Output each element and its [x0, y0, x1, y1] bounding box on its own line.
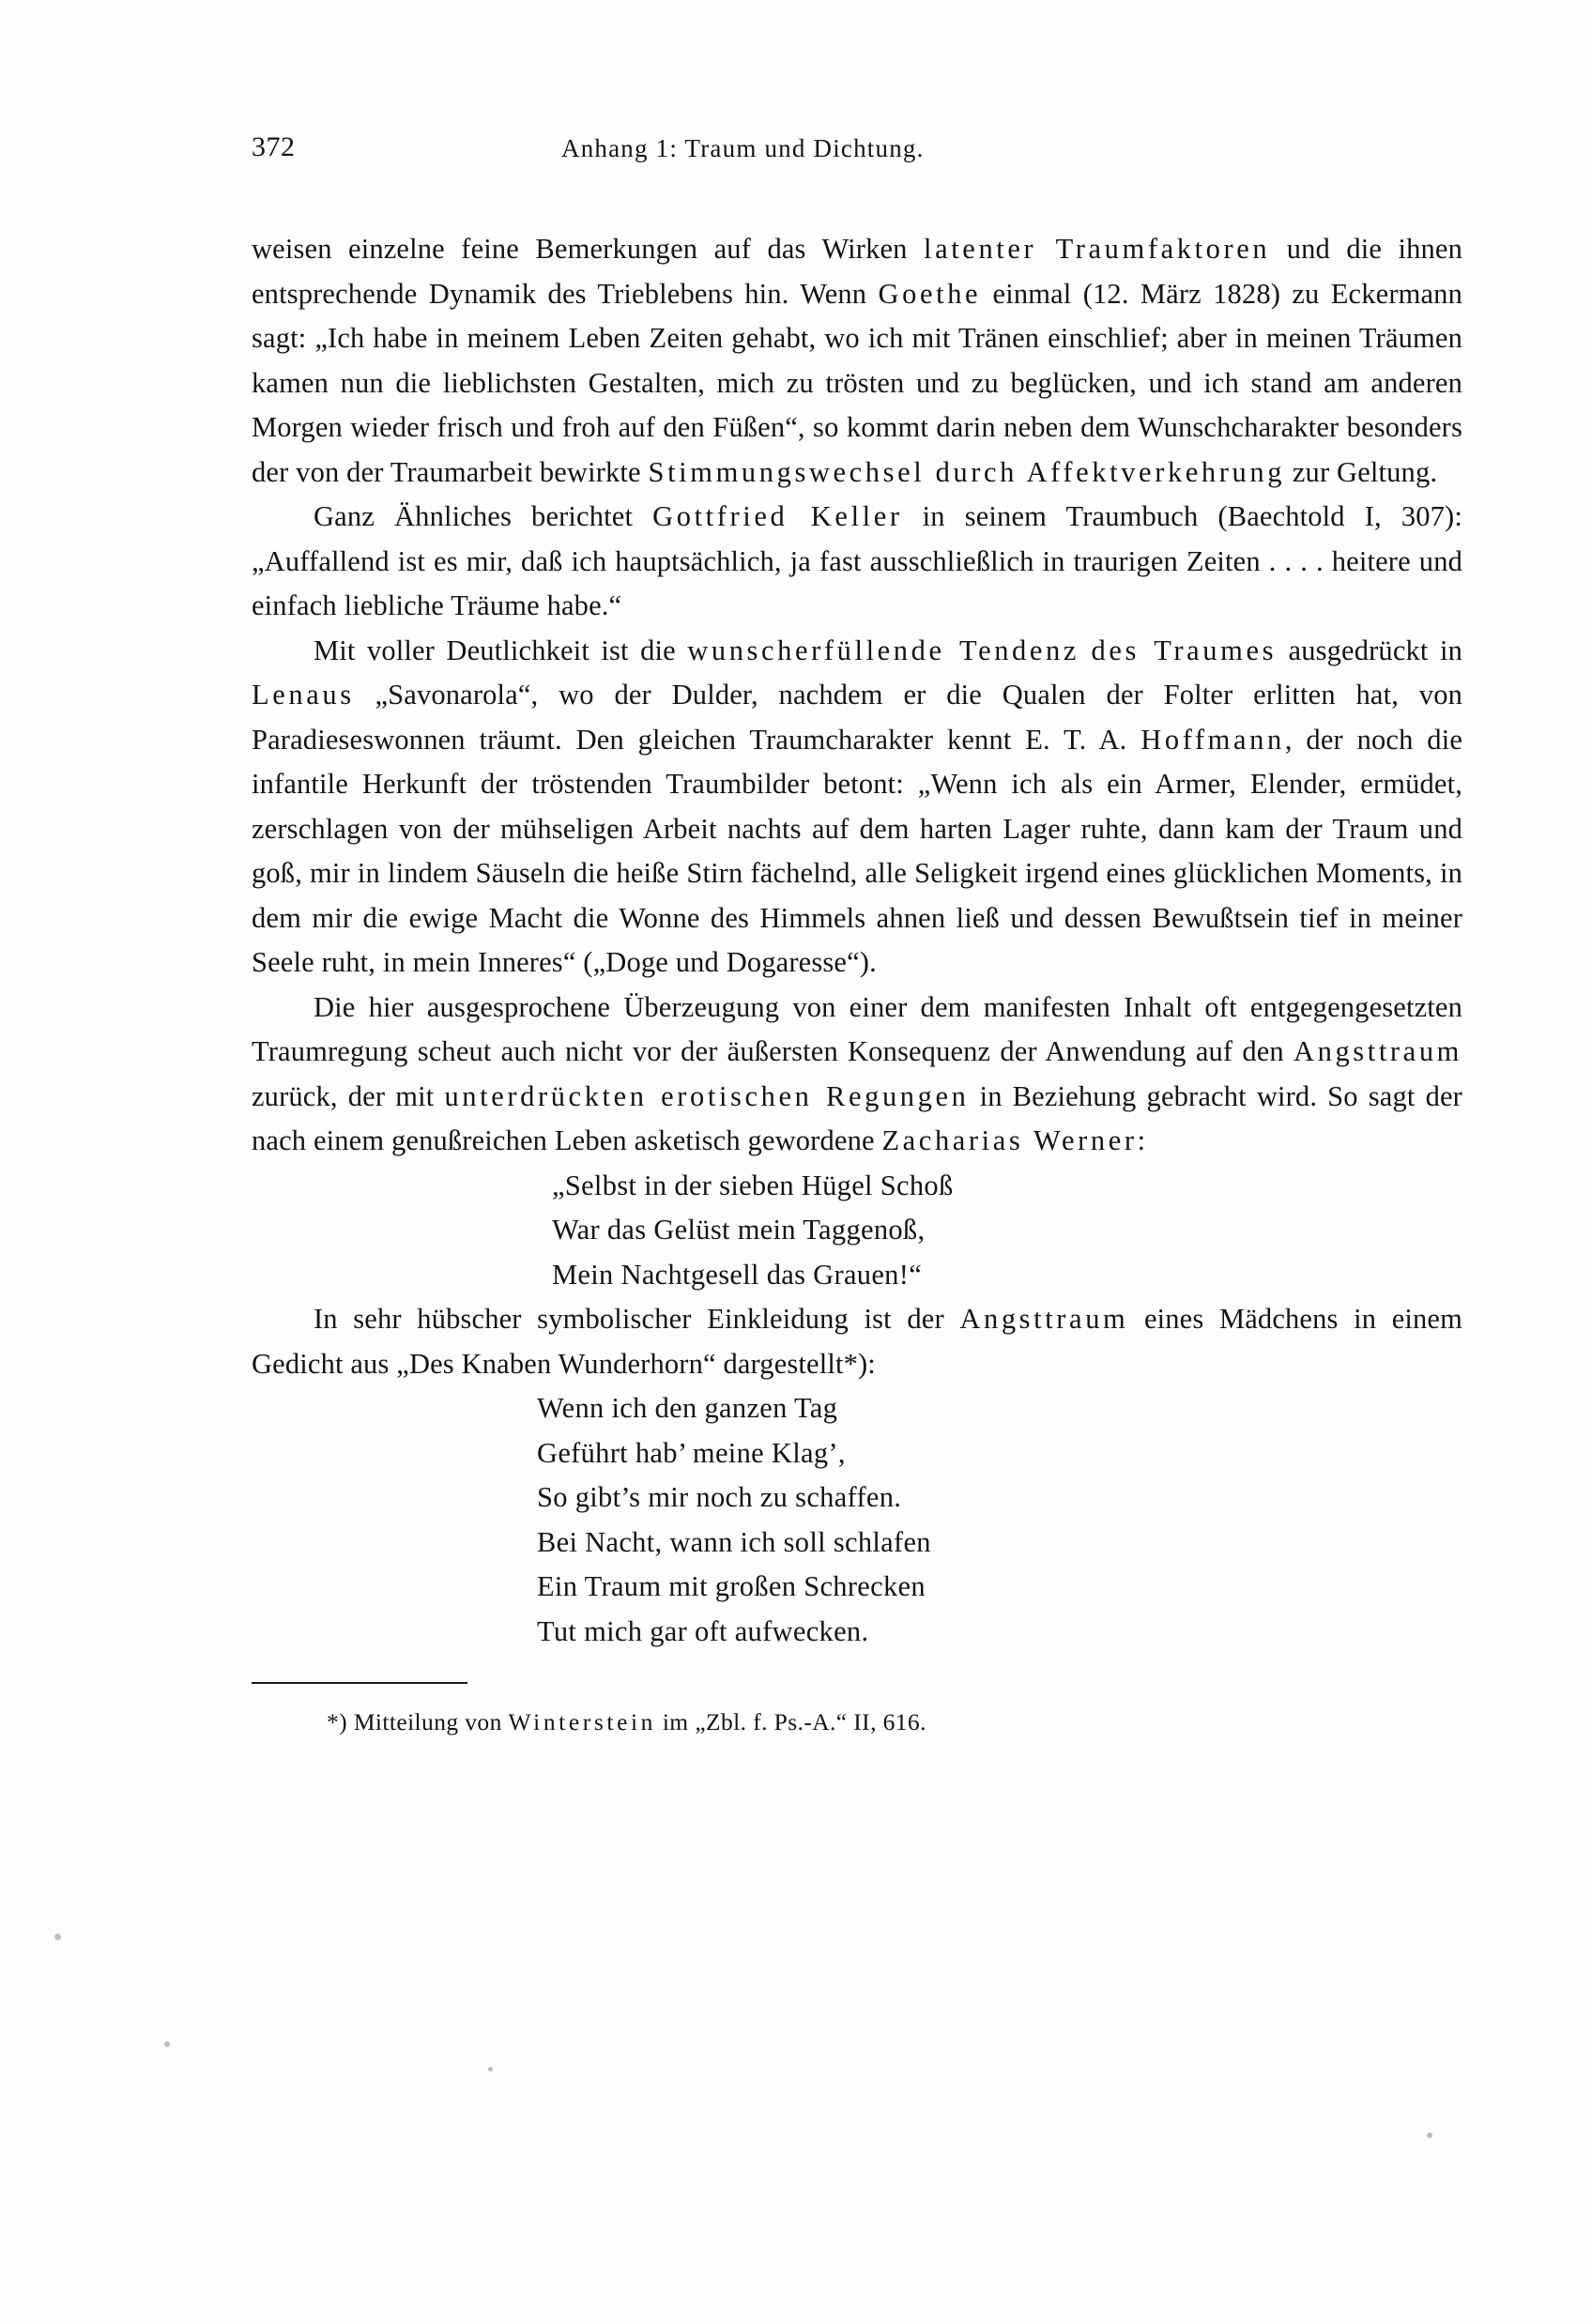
paragraph: Die hier ausgesprochene Überzeugung von einer dem manifesten Inhalt oft entgegengesetzten Traumregung scheut auch nicht vor der äußersten Konsequenz der Anwendung auf den Angsttraum zurück, der mit unterdrückten erotischen Regungen in Beziehung gebracht wird. So sagt der nach einem genußreichen Leben asketisch gewordene Zacharias Werner:: [252, 990, 1462, 1156]
verse-block: [252, 1386, 1462, 1654]
scan-speck: [488, 2067, 493, 2072]
footnote-separator: [252, 1682, 467, 1684]
scan-speck: [164, 2041, 170, 2047]
paragraph: Mit voller Deutlichkeit ist die wunscherfüllende Tendenz des Traumes ausgedrückt in Lenaus „Savonarola“, wo der Dulder, nachdem er die Qualen der Folter erlitten hat, von Paradieseswonnen träumt. Den gleichen Traumcharakter kennt E. T. A. Hoffmann, der noch die infantile Herkunft der tröstenden Traumbilder betont: „Wenn ich als ein Armer, Elender, ermüdet, zerschlagen von der mühseligen Arbeit nachts auf dem harten Lager ruhte, dann kam der Traum und goß, mir in lindem Säuseln die heiße Stirn fächelnd, alle Seligkeit irgend eines glücklichen Moments, in dem mir die ewige Macht die Wonne des Himmels ahnen ließ und dessen Bewußtsein tief in meiner Seele ruht, in mein Inneres“ („Doge und Dogaresse“).: [252, 634, 1463, 978]
scan-speck: [54, 1934, 61, 1940]
page-number: 372: [252, 131, 296, 162]
page-header: [252, 131, 1462, 188]
footnote-text: Mitteilung von Winterstein im „Zbl. f. Ps.-A.“ II, 616.: [353, 1708, 926, 1735]
verse-line: Geführt hab’ meine Klag’,: [537, 1436, 846, 1469]
verse-line: Tut mich gar oft aufwecken.: [537, 1614, 869, 1647]
verse-line: Mein Nachtgesell das Grauen!“: [552, 1258, 923, 1291]
footnote: [252, 1706, 1462, 1738]
running-head-title: Anhang 1: Traum und Dichtung.: [561, 134, 925, 162]
verse-block: [252, 1164, 1462, 1298]
paragraph: Ganz Ähnliches berichtet Gottfried Keller in seinem Traumbuch (Baechtold I, 307): „Auffallend ist es mir, daß ich hauptsächlich, ja fast ausschließlich in traurigen Zeiten . . . . heitere und einfach liebliche Träume habe.“: [252, 500, 1462, 621]
footnote-marker: *): [327, 1708, 348, 1735]
scan-speck: [1427, 2133, 1432, 2138]
verse-line: War das Gelüst mein Taggenoß,: [552, 1214, 926, 1246]
body-text: [252, 227, 1462, 1654]
paragraph: In sehr hübscher symbolischer Einkleidung ist der Angsttraum eines Mädchens in einem Gedicht aus „Des Knaben Wunderhorn“ dargestellt*):: [252, 1303, 1462, 1380]
verse-line: „Selbst in der sieben Hügel Schoß: [552, 1169, 954, 1201]
verse-line: Bei Nacht, wann ich soll schlafen: [537, 1525, 931, 1558]
verse-line: So gibt’s mir noch zu schaffen.: [537, 1481, 902, 1513]
page-content: [252, 131, 1462, 1738]
paragraph: weisen einzelne feine Bemerkungen auf das Wirken latenter Traumfaktoren und die ihnen entsprechende Dynamik des Trieblebens hin. Wenn Goethe einmal (12. März 1828) zu Eckermann sagt: „Ich habe in meinem Leben Zeiten gehabt, wo ich mit Tränen einschlief; aber in meinen Träumen kamen nun die lieblichsten Gestalten, mich zu trösten und zu beglücken, und ich stand am anderen Morgen wieder frisch und froh auf den Füßen“, so kommt darin neben dem Wunschcharakter besonders der von der Traumarbeit bewirkte Stimmungswechsel durch Affektverkehrung zur Geltung.: [252, 233, 1463, 488]
verse-line: Ein Traum mit großen Schrecken: [537, 1570, 926, 1602]
verse-line: Wenn ich den ganzen Tag: [537, 1392, 838, 1424]
